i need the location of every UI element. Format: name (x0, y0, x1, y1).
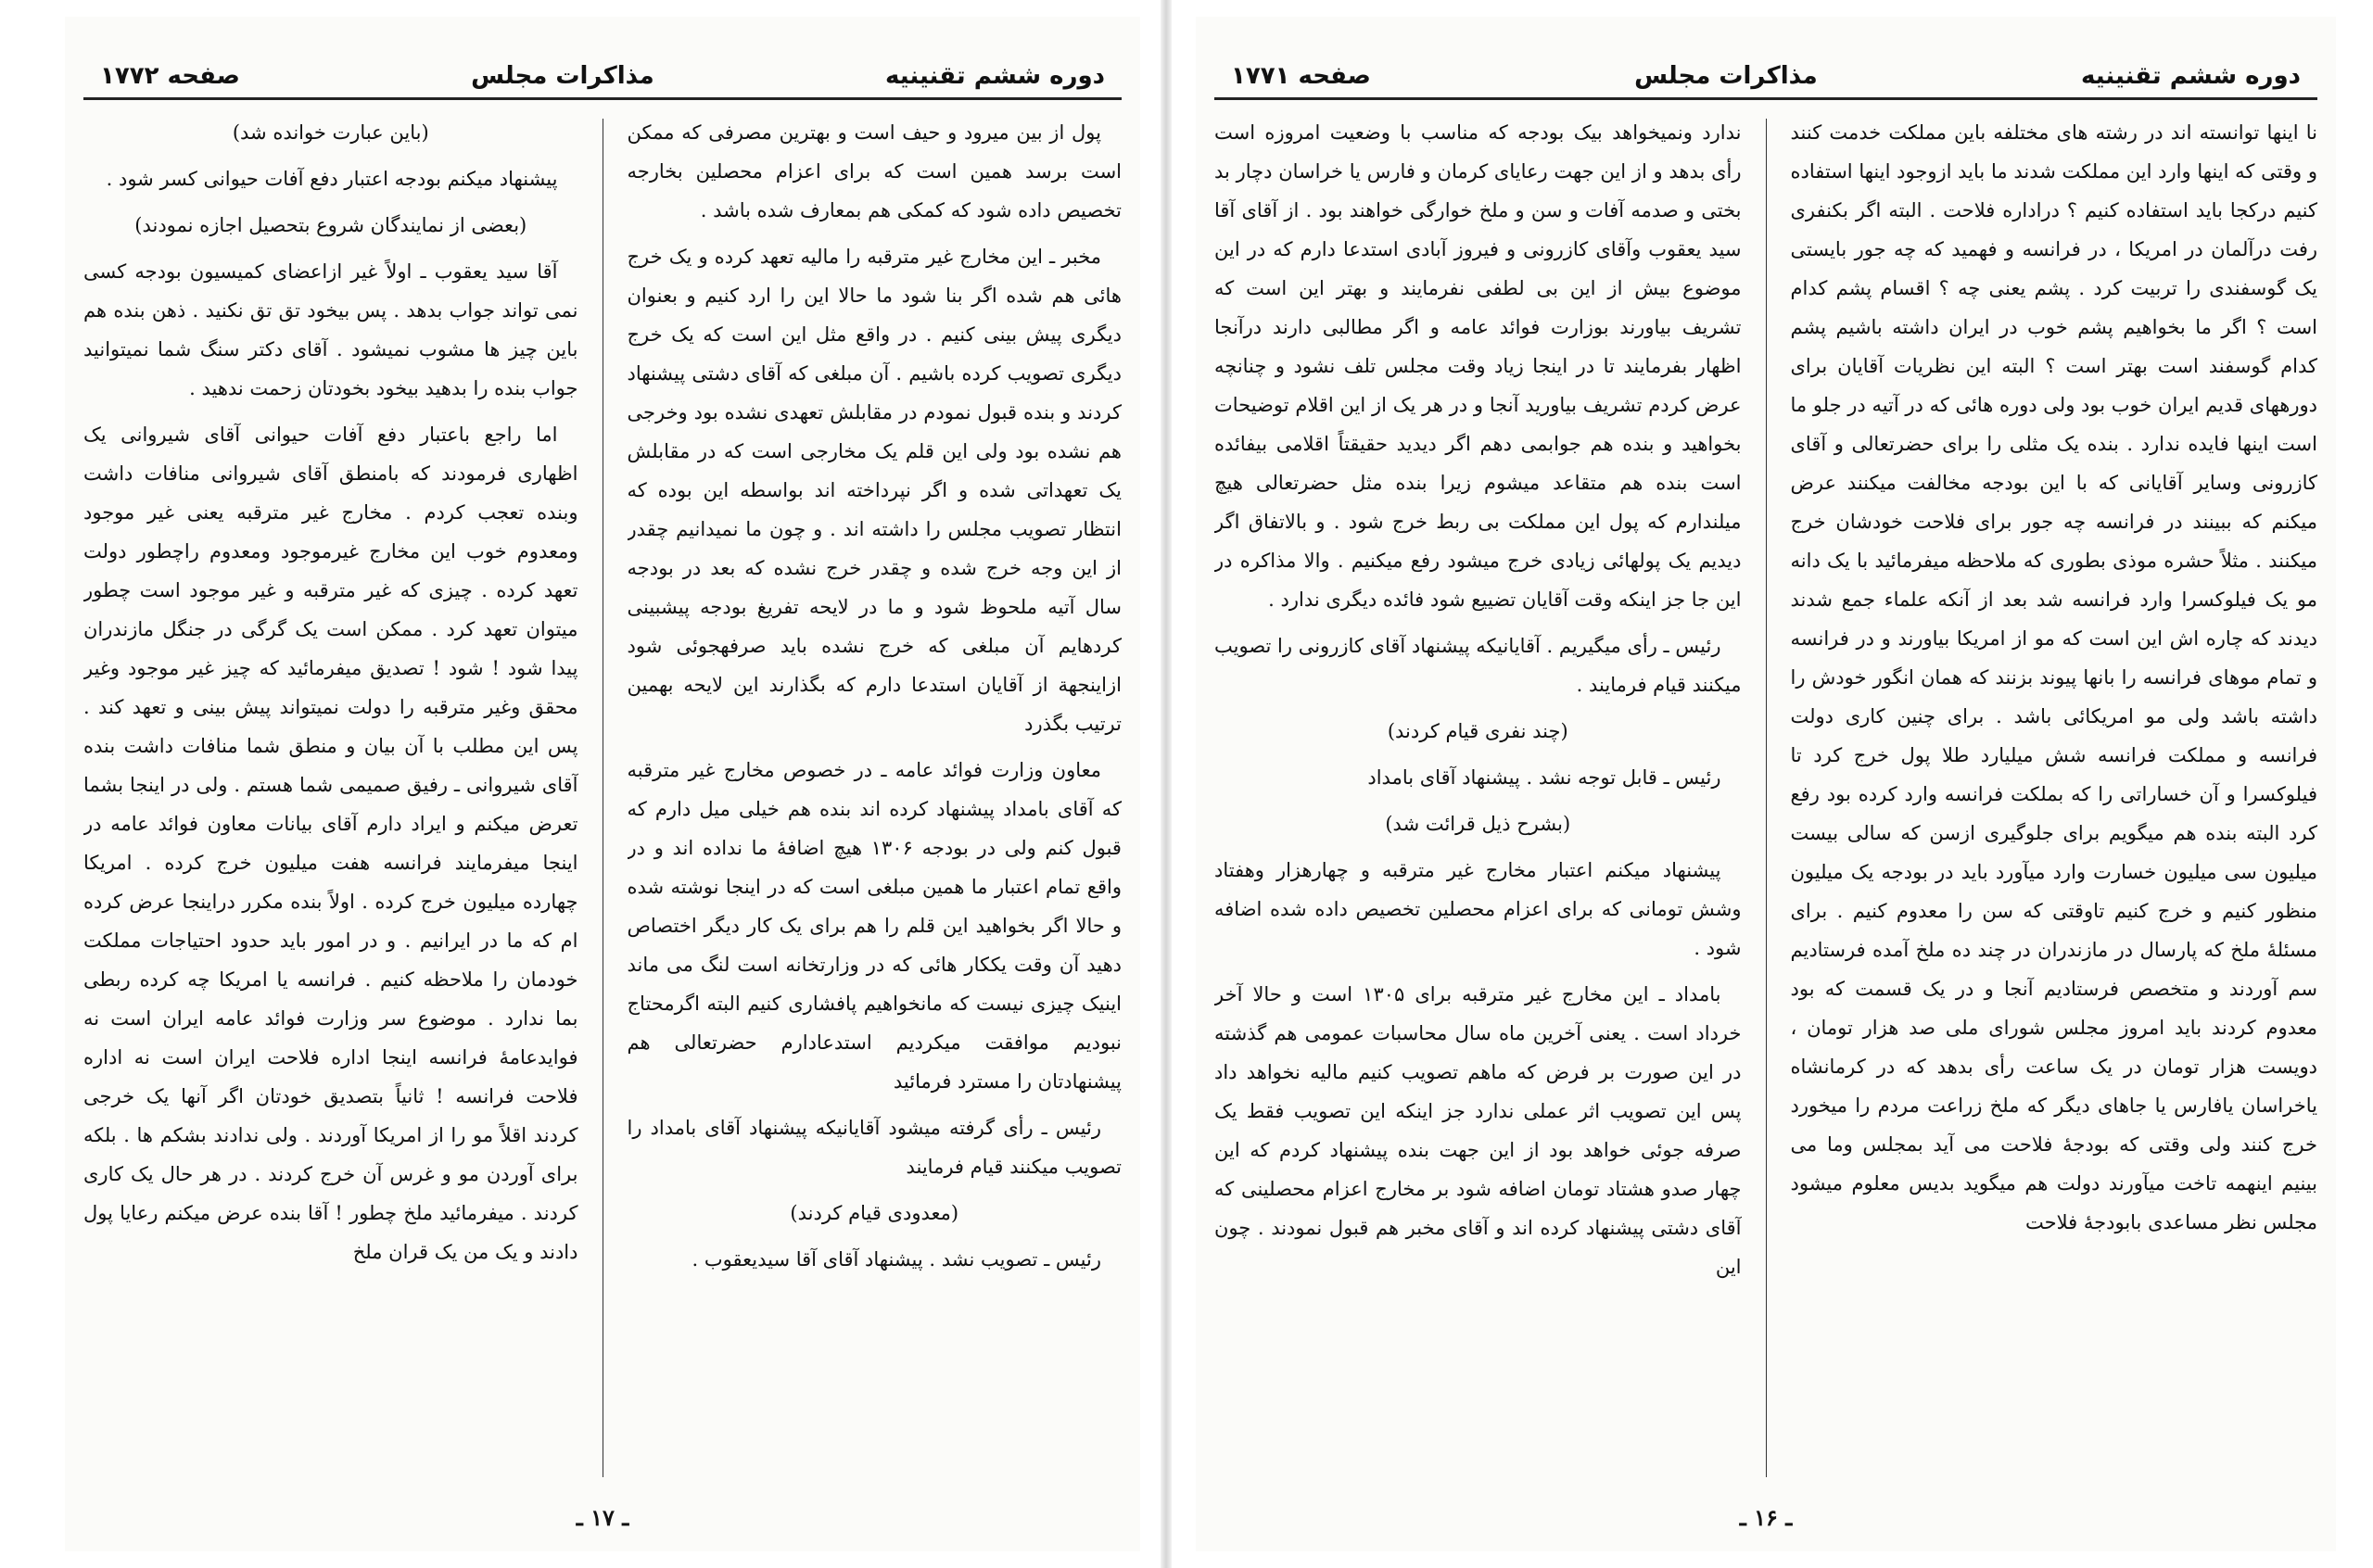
paragraph: آقا سید یعقوب ـ اولاً غیر ازاعضای کمیسیون بودجه کسی نمی تواند جواب بدهد . پس بیخود تق تق نکنید . ذهن بنده هم باین چیز ها مشوب نمیشود . آقای دکتر سنگ شما نمیتوانید جواب بنده را بدهید بیخود بخودتان زحمت ندهید . (83, 260, 578, 399)
text-columns (83, 113, 1122, 1483)
text-columns (1214, 113, 2317, 1483)
paragraph: رئیس ـ رأی گرفته میشود آقایانیکه پیشنهاد آقای بامداد را تصویب میکنند قیام فرمایند (627, 1117, 1122, 1178)
page-label: صفحه ۱۷۷۱ (1231, 62, 1371, 90)
paragraph: پیشنهاد میکنم اعتبار مخارج غیر مترقبه و چهارهزار وهفتاد وشش تومانی که برای اعزام محصلین تخصیص داده شده اضافه شود . (1214, 859, 1742, 959)
paragraph: (چند نفری قیام کردند) (1387, 720, 1568, 742)
paragraph: بامداد ـ این مخارج غیر مترقبه برای ۱۳۰۵ است و حالا آخر خرداد است . یعنی آخرین ماه سال محاسبات عمومی هم گذشته در این صورت بر فرض که ماهم تصویب کنیم مالیه نخواهد داد پس این تصویب اثر عملی ندارد جز اینکه این تصویب فقط یک صرفه جوئی خواهد بود از این جهت بنده پیشنهاد کردم که این چهار صدو هشتاد تومان اضافه شود بر مخارج اعزام محصلینی که آقای دشتی پیشنهاد کرده اند و آقای مخبر هم قبول نمودند . چون این (1214, 983, 1742, 1278)
text-column-left (1214, 113, 1742, 1483)
session-label: دوره ششم تقنینیه (2080, 62, 2301, 90)
paragraph: پیشنهاد میکنم بودجه اعتبار دفع آفات حیوانی کسر شود . (106, 168, 558, 190)
paragraph: مخبر ـ این مخارج غیر مترقبه را مالیه تعهد کرده و یک خرج هائی هم شده اگر بنا شود ما حالا این را ارد کنیم و بعنوان دیگری پیش بینی کنیم . در واقع مثل این است که یک خرج دیگری تصویب کرده باشیم . آن مبلغی که آقای دشتی پیشنهاد کردند و بنده قبول نمودم در مقابلش تعهدی نشده بود وخرجی هم نشده بود ولی این قلم یک مخارجی است که در مقابلش یک تعهداتی شده و اگر نپرداخته اند بواسطه این بوده که انتظار تصویب مجلس را داشته اند . و چون ما نمیدانیم چقدر از این وجه خرج شده و چقدر خرج نشده که بعد در بودجه سال آتیه ملحوظ شود و ما در لایحه تفریغ بودجه پیشبینی کردهایم آن مبلغی که خرج نشده باید صرفهجوئی شود ازاینجهة از آقایان استدعا دارم که بگذارند این لایحه بهمین ترتیب بگذرد (627, 246, 1122, 735)
book-spine (1161, 0, 1172, 1568)
page-header (83, 43, 1122, 100)
page-label: صفحه ۱۷۷۲ (100, 62, 240, 90)
journal-title: مذاکرات مجلس (471, 62, 654, 90)
column-divider (1766, 119, 1767, 1477)
page-number: ـ ۱۶ ـ (1739, 1504, 1793, 1531)
paragraph: اما راجع باعتبار دفع آفات حیوانی آقای شیروانی یک اظهاری فرمودند که بامنطق آقای شیروانی منافات داشت وبنده تعجب کردم . مخارج غیر مترقبه یعنی غیر موجود ومعدوم خوب این مخارج غیرموجود ومعدوم راچطور دولت تعهد کرده . چیزی که غیر مترقبه و غیر موجود است چطور میتوان تعهد کرد . ممکن است یک گرگی در جنگل مازندران پیدا شود ! شود ! تصدیق میفرمائید که چیز غیر موجود وغیر محقق وغیر مترقبه را دولت نمیتواند پیش بینی و تعهد کند . پس این مطلب با آن بیان و منطق شما منافات داشت بنده آقای شیروانی ـ رفیق صمیمی شما هستم . ولی در اینجا بشما تعرض میکنم و ایراد دارم آقای بیانات معاون فوائد عامه در اینجا میفرمایند فرانسه هفت میلیون خرج کرده . امریکا چهارده میلیون خرج کرده . اولاً بنده مکرر دراینجا عرض کرده ام که ما در ایرانیم . و در امور باید حدود احتیاجات مملکت خودمان را ملاحظه کنیم . فرانسه یا امریکا چه کرده ربطی بما ندارد . موضوع سر وزارت فوائد عامه ایران است نه فوایدعامهٔ فرانسه اینجا اداره فلاحت ایران است نه اداره فلاحت فرانسه ! ثانیاً بتصدیق خودتان اگر آنها یک خرجی کردند اقلاً مو را از امریکا آوردند . ولی ندادند بشکم ها . بلکه برای آوردن مو و غرس آن خرج کردند . در هر حال یک کاری کردند . میفرمائید ملخ چطور ! آقا بنده عرض میکنم رعایا پول دادند و یک من یک قران ملخ (83, 424, 578, 1263)
paragraph: پول از بین میرود و حیف است و بهترین مصرفی که ممکن است برسد همین است که برای اعزام محصلین بخارجه تخصیص داده شود که کمکی هم بمعارف شده باشد . (627, 121, 1122, 221)
text-column-right (628, 113, 1123, 1483)
text-column-left (83, 113, 578, 1483)
session-label: دوره ششم تقنینیه (884, 62, 1105, 90)
paragraph: رئیس ـ قابل توجه نشد . پیشنهاد آقای بامداد (1367, 766, 1721, 789)
text-column-right (1791, 113, 2318, 1483)
page-1772 (65, 17, 1140, 1551)
paragraph: (بشرح ذیل قرائت شد) (1385, 813, 1571, 835)
paragraph: رئیس ـ تصویب نشد . پیشنهاد آقای آقا سیدیعقوب . (692, 1248, 1101, 1271)
page-number: ـ ۱۷ ـ (576, 1504, 629, 1531)
paragraph: نا اینها توانسته اند در رشته های مختلفه باین مملکت خدمت کنند و وقتی که اینها وارد این مملکت شدند ما باید ازوجود اینها استفاده کنیم درکجا باید استفاده کنیم ؟ دراداره فلاحت . البته اگر بکنفری رفت درآلمان در امریکا ، در فرانسه و فهمید که چه جور بایستی یک گوسفندی را تربیت کرد . پشم یعنی چه ؟ اقسام پشم کدام است ؟ اگر ما بخواهیم پشم خوب در ایران داشته باشیم پشم کدام گوسفند است بهتر است ؟ البته این نظریات آقایان برای دورههای قدیم ایران خوب بود ولی دوره هائی که در آتیه در جلو ما است اینها فایده ندارد . بنده یک مثلی را برای حضرتعالی و آقای کازرونی وسایر آقایانی که با این بودجه مخالفت میکنند عرض میکنم که ببینند در فرانسه چه جور برای فلاحت خودشان خرج میکنند . مثلاً حشره موذی بطوری که ملاحظه میفرمائید با یک دانه مو یک فیلوکسرا وارد فرانسه شد بعد از آنکه علماء جمع شدند دیدند که چاره اش این است که مو از امریکا بیاورند و در فرانسه و تمام موهای فرانسه را بانها پیوند بزنند که همان انگور خودش را داشته باشد ولی مو امریکائی باشد . برای چنین کاری دولت فرانسه و مملکت فرانسه شش میلیارد طلا پول خرج کرد تا فیلوکسرا و آن خساراتی را که بملکت فرانسه وارد کرده بود رفع کرد البته بنده هم میگویم برای جلوگیری ازسن که سالی بیست میلیون سی میلیون خسارت وارد میآورد باید در بودجه یک میلیون منظور کنیم و خرج کنیم تاوقتی که سن را معدوم کنیم . برای مسئلهٔ ملخ که پارسال در مازندران در چند ده ملخ آمده فرستادیم سم آوردند و متخصص فرستادیم آنجا و در یک قسمت که بود معدوم کردند باید امروز مجلس شورای ملی صد هزار تومان ، دویست هزار تومان در یک ساعت رأی بدهد که در کرمانشاه یاخراسان یافارس یا جاهای دیگر که ملخ زراعت مردم را میخورد خرج کنند ولی وقتی که بودجهٔ فلاحت می آید بمجلس وما می بینیم اینهمه تاخت میآورند دولت هم میگوید بدیس معلوم میشود مجلس نظر مساعدی بابودجهٔ فلاحت (1790, 121, 2317, 1233)
journal-title: مذاکرات مجلس (1634, 62, 1818, 90)
paragraph: ندارد ونمیخواهد بیک بودجه که مناسب با وضعیت امروزه است رأی بدهد و از این جهت رعایای کرمان و فارس یا خراسان دچار بد بختی و صدمه آفات و سن و ملخ خوارگی خواهند بود . از آقای آقا سید یعقوب وآقای کازرونی و فیروز آبادی استدعا دارم که در این موضوع بیش از این بی لطفی نفرمایند و بهتر این است که تشریف بیاورند بوزارت فوائد عامه و اگر مطالبی دارند درآنجا اظهار بفرمایند تا در اینجا زیاد وقت مجلس تلف نشود و چنانچه عرض کردم تشریف بیاورید آنجا و در هر یک از این اقلام توضیحات بخواهید و بنده هم جوابمی دهم اگر دیدید حقیقتاً اقلامی بیفائده است بنده هم متقاعد میشوم زیرا بنده مثل حضرتعالی هیچ میلندارم که پول این مملکت بی ربط خرج شود . و بالاتفاق اگر دیدیم یک پولهائی زیادی خرج میشود رفع میکنیم . والا مذاکره در این جا جز اینکه وقت آقایان تضییع شود فائده دیگری ندارد . (1214, 121, 1742, 611)
paragraph: (بعضی از نمایندگان شروع بتحصیل اجازه نمودند) (134, 214, 527, 236)
paragraph: رئیس ـ رأی میگیریم . آقایانیکه پیشنهاد آقای کازرونی را تصویب میکنند قیام فرمایند . (1214, 635, 1742, 696)
paragraph: (معدودی قیام کردند) (790, 1202, 959, 1224)
paragraph: (باین عبارت خوانده شد) (232, 121, 429, 144)
paragraph: معاون وزارت فوائد عامه ـ در خصوص مخارج غیر مترقبه که آقای بامداد پیشنهاد کرده اند بنده هم خیلی میل دارم که قبول کنم ولی در بودجه ۱۳۰۶ هیچ اضافهٔ ما نداده اند و در واقع تمام اعتبار ما همین مبلغی است که در اینجا نوشته شده و حالا اگر بخواهید این قلم را هم برای یک کار دیگر اختصاص دهید آن وقت یککار هائی که در وزارتخانه است لنگ می ماند اینیک چیزی نیست که مانخواهیم پافشاری کنیم البته اگرمحتاج نبودیم موافقت میکردیم استدعادارم حضرتعالی هم پیشنهادتان را مسترد فرمائید (627, 759, 1122, 1093)
page-1771 (1196, 17, 2336, 1551)
page-header (1214, 43, 2317, 100)
